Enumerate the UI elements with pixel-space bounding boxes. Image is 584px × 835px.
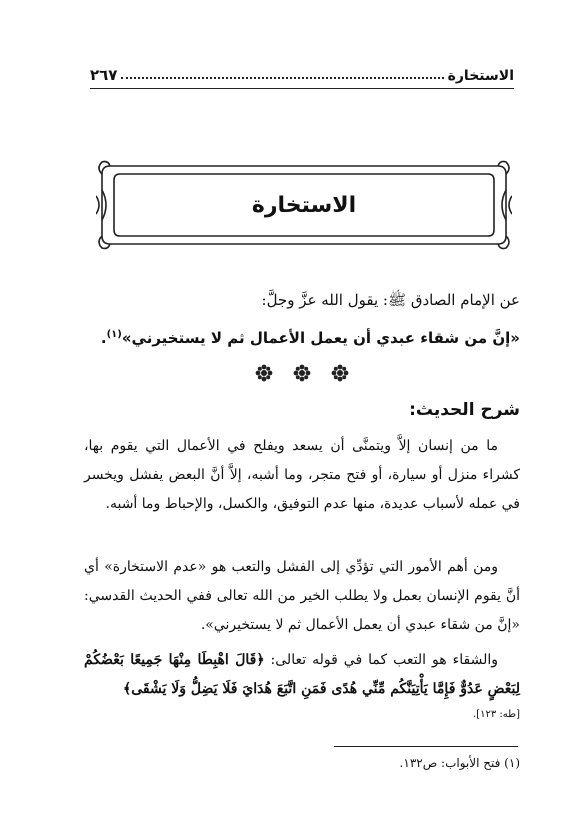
leader-dots <box>121 77 443 79</box>
running-header <box>90 60 514 84</box>
hadith-text: «إنَّ من شقاء عبدي أن يعمل الأعمال ثم لا يستخيرني» <box>121 329 520 347</box>
hadith-quote <box>84 322 520 351</box>
flower-ornament-icon <box>255 364 273 382</box>
intro-line: عن الإمام الصادق ﷺ: يقول الله عزَّ وجلَّ: <box>261 291 520 309</box>
paragraph-3-lead: والشقاء هو التعب كما في قوله تعالى: <box>264 652 498 668</box>
flower-ornament-icon <box>293 364 311 382</box>
chapter-title-frame <box>96 160 512 250</box>
quran-verse: ﴿قَالَ اهْبِطَا مِنْهَا جَمِيعًا بَعْضُكُمْ لِبَعْضٍ عَدُوٌّ فَإِمَّا يَأْتِيَنَّكُم مِّنِّي هُدًى فَمَنِ اتَّبَعَ هُدَايَ فَلَا يَضِلُّ وَلَا يَشْقَى﴾ <box>84 652 520 697</box>
footnote-reference[interactable]: (١) <box>106 329 122 340</box>
paragraph-1: ما من إنسان إلاَّ ويتمنَّى أن يسعد ويفلح في الأعمال التي يقوم بها، كشراء منزل أو سيارة، أو فتح متجر، وما أشبه، إلاَّ أنَّ البعض يفشل ويخسر في عمله لأسباب عديدة، منها عدم التوفيق، والكسل، والإحباط وما أشبه. <box>84 438 520 512</box>
hadith-end: . <box>100 329 107 347</box>
section-title: شرح الحديث: <box>409 400 520 420</box>
paragraph-3 <box>84 646 520 704</box>
chapter-title: الاستخارة <box>251 192 357 218</box>
verse-citation: [طه: ١٢٣]. <box>473 709 520 720</box>
footnote-rule <box>334 746 518 747</box>
page-number: ٢٦٧ <box>90 66 118 84</box>
flower-ornament-icon <box>331 364 349 382</box>
header-rule <box>90 88 514 89</box>
section-separator <box>84 364 520 390</box>
paragraph-2: ومن أهم الأمور التي تؤدِّي إلى الفشل والتعب هو «عدم الاستخارة» أي أنَّ يقوم الإنسان بعمل ولا يطلب الخير من الله تعالى ففي الحديث القدسي: «إنَّ من شقاء عبدي أن يعمل الأعمال ثم لا يستخيرني». <box>84 559 520 633</box>
running-header-title: الاستخارة <box>447 68 514 84</box>
footnote-1: (١) فتح الأبواب: ص١٣٢. <box>399 756 520 770</box>
